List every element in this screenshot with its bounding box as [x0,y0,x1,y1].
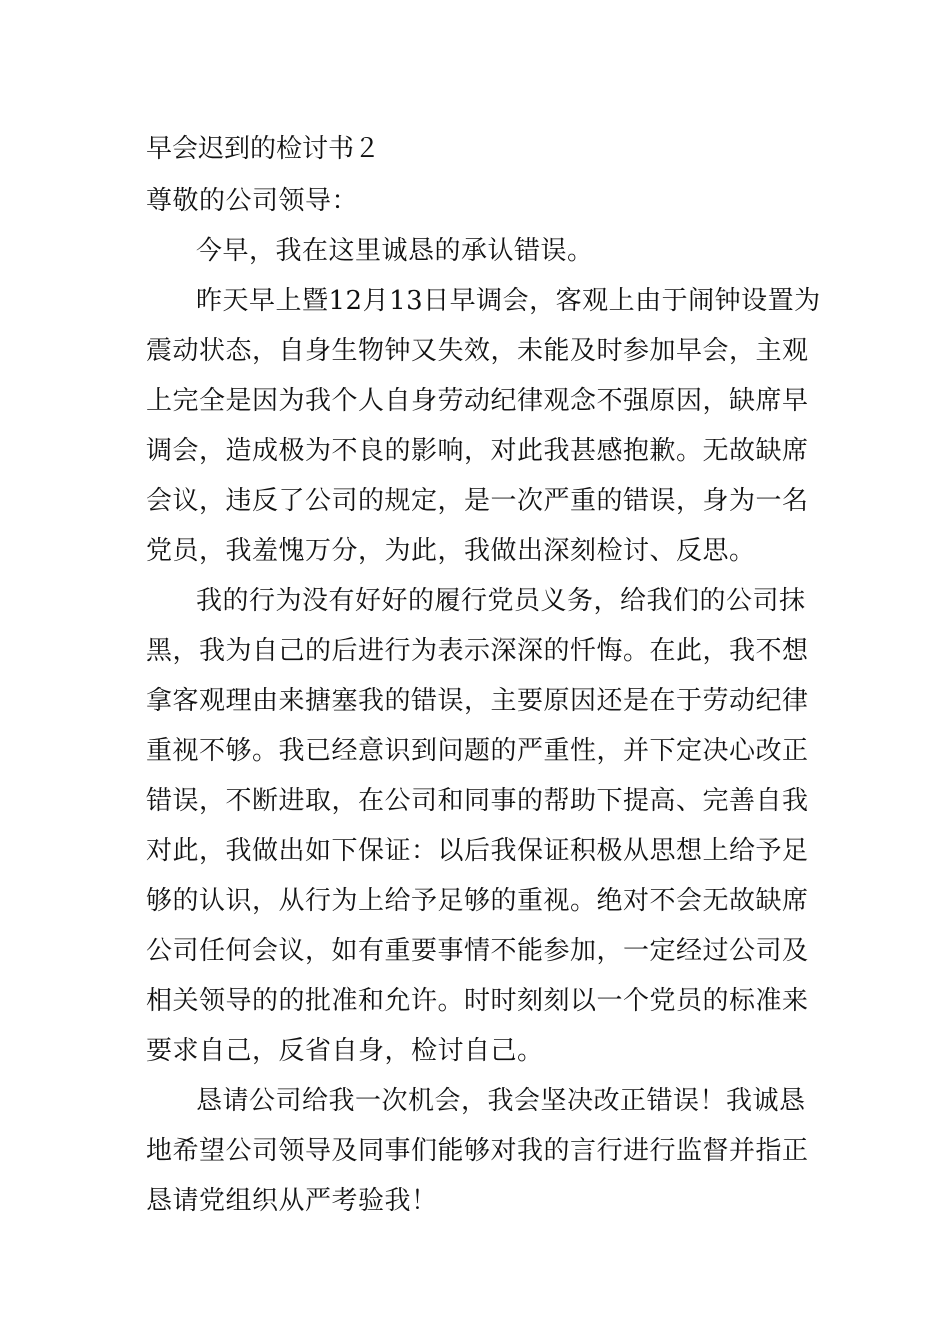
paragraph-line: 黑，我为自己的后进行为表示深深的忏悔。在此，我不想 [146,636,809,666]
salutation: 尊敬的公司领导： [146,186,359,216]
paragraph-line: 恳请公司给我一次机会，我会坚决改正错误！我诚恳 [196,1086,806,1116]
paragraph-line: 地希望公司领导及同事们能够对我的言行进行监督并指正 [146,1136,809,1166]
paragraph-line: 对此，我做出如下保证：以后我保证积极从思想上给予足 [146,836,809,866]
paragraph-line: 错误，不断进取，在公司和同事的帮助下提高、完善自我 [146,786,809,816]
paragraph-line: 拿客观理由来搪塞我的错误，主要原因还是在于劳动纪律 [146,686,809,716]
paragraph-line: 今早，我在这里诚恳的承认错误。 [196,236,594,266]
paragraph-line: 上完全是因为我个人自身劳动纪律观念不强原因，缺席早 [146,386,809,416]
paragraph-line: 会议，违反了公司的规定，是一次严重的错误，身为一名 [146,486,809,516]
paragraph-line: 调会，造成极为不良的影响，对此我甚感抱歉。无故缺席 [146,436,809,466]
paragraph-line: 恳请党组织从严考验我！ [146,1186,438,1216]
paragraph-line: 公司任何会议，如有重要事情不能参加，一定经过公司及 [146,936,809,966]
document-title: 早会迟到的检讨书２ [146,134,381,164]
paragraph-line: 党员，我羞愧万分，为此，我做出深刻检讨、反思。 [146,536,756,566]
paragraph-line: 昨天早上暨12月13日早调会，客观上由于闹钟设置为 [196,286,821,316]
paragraph-line: 要求自己，反省自身，检讨自己。 [146,1036,544,1066]
paragraph-line: 够的认识，从行为上给予足够的重视。绝对不会无故缺席 [146,886,809,916]
paragraph-line: 震动状态，自身生物钟又失效，未能及时参加早会，主观 [146,336,809,366]
paragraph-line: 重视不够。我已经意识到问题的严重性，并下定决心改正 [146,736,809,766]
paragraph-line: 我的行为没有好好的履行党员义务，给我们的公司抹 [196,586,806,616]
paragraph-line: 相关领导的的批准和允许。时时刻刻以一个党员的标准来 [146,986,809,1016]
